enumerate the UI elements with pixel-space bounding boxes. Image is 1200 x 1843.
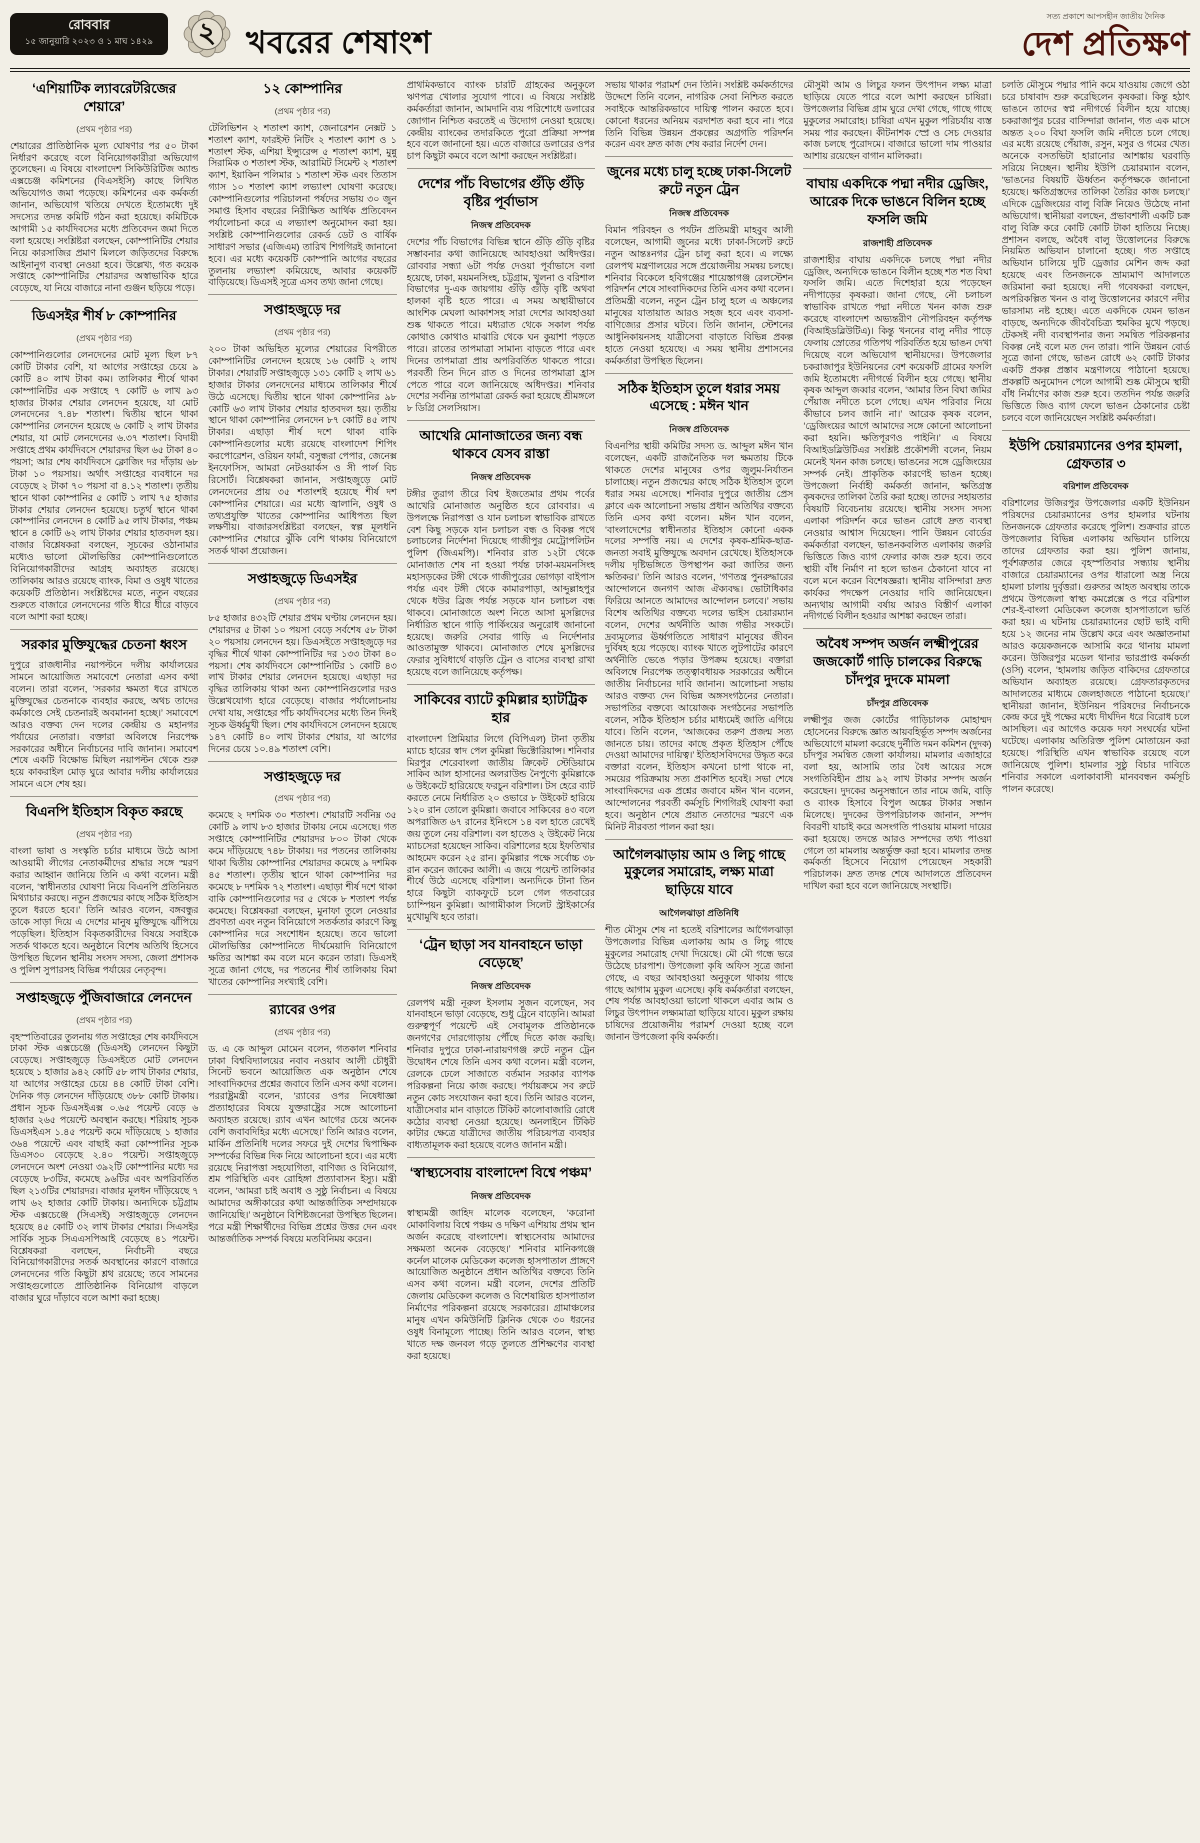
column-5 <box>803 80 991 1822</box>
article-headline: সপ্তাহজুড়ে ডিএসইর <box>208 563 396 590</box>
article-body: বাংলাদেশ প্রিমিয়ার লিগে (বিপিএল) টানা তৃতীয় ম্যাচে হারের স্বাদ পেল কুমিল্লা ভিক্টোরিয়ান্স। শনিবার মিরপুর শেরেবাংলা জাতীয় ক্রিকেট স্টেডিয়ামে সাকিব আল হাসানের অলরাউন্ড নৈপুণ্যে কুমিল্লাকে ৬ উইকেটে হারিয়েছে ফরচুন বরিশাল। টস হেরে ব্যাট করতে নেমে নির্ধারিত ২০ ওভারে ৮ উইকেট হারিয়ে ১২০ রান তোলে কুমিল্লা। জবাবে সাকিবের ৪৩ বলে অপরাজিত ৬৭ রানের ইনিংসে ১৪ বল হাতে রেখেই জয় তুলে নেয় বরিশাল। বল হাতেও ২ উইকেট নিয়ে ম্যাচসেরা হয়েছেন সাকিব। বরিশালের হয়ে ইফতিখার আহমেদ করেন ২৫ রান। কুমিল্লার পক্ষে সর্বোচ্চ ৩৮ রান করেন জাকের আলী। এ জয়ে পয়েন্ট তালিকার শীর্ষে উঠে এসেছে বরিশাল। অন্যদিকে টানা তিন হারে কিছুটা ব্যাকফুটে চলে গেল গতবারের চ্যাম্পিয়ন কুমিল্লা। আগামীকাল সিলেট স্ট্রাইকার্সের মুখোমুখি হবে তারা। <box>406 733 595 923</box>
article-body: সভায় থাকার পরামর্শ দেন তিনি। সংশ্লিষ্ট কর্মকর্তাদের উদ্দেশে তিনি বলেন, নাগরিক সেবা নিশ্চিত করতে সবাইকে আন্তরিকভাবে দায়িত্ব পালন করতে হবে। কোনো ধরনের অনিয়ম বরদাশত করা হবে না। পরে তিনি বিভিন্ন উন্নয়ন প্রকল্পের অগ্রগতি পরিদর্শন করেন এবং দ্রুত কাজ শেষ করার নির্দেশ দেন। <box>604 80 794 150</box>
article-body: শেয়ারের প্রাতিষ্ঠানিক মূল্য ঘোষণার পর ৫০ টাকা নির্ধারণ করেছে বলে বিনিয়োগকারীরা অভিযোগ তুলেছেন। এ বিষয়ে বাংলাদেশ সিকিউরিটিজ অ্যান্ড এক্সচেঞ্জ কমিশনের (বিএসইসি) কাছে লিখিত অভিযোগও জমা পড়েছে। কমিশনের এক কর্মকর্তা জানান, অভিযোগ খতিয়ে দেখতে ইতোমধ্যে দুই সদস্যের তদন্ত কমিটি গঠন করা হয়েছে। কমিটিকে আগামী ১৫ কার্যদিবসের মধ্যে প্রতিবেদন জমা দিতে বলা হয়েছে। সংশ্লিষ্টরা বলছেন, কোম্পানিটির শেয়ার নিয়ে কারসাজির প্রমাণ মিললে জড়িতদের বিরুদ্ধে আইনানুগ ব্যবস্থা নেওয়া হবে। উল্লেখ্য, গত কয়েক সপ্তাহে কোম্পানিটির শেয়ারদর অস্বাভাবিক হারে বেড়েছে, যা নিয়ে বাজারে নানা গুঞ্জন ছড়িয়ে পড়ে। <box>10 140 199 294</box>
article-body: বিমান পরিবহন ও পর্যটন প্রতিমন্ত্রী মাহবুব আলী বলেছেন, আগামী জুনের মধ্যে ঢাকা-সিলেট রুটে নতুন আন্তঃনগর ট্রেন চালু করা হবে। এ লক্ষ্যে রেলপথ মন্ত্রণালয়ের সঙ্গে প্রয়োজনীয় সমন্বয় চলছে। শনিবার বিকেলে হবিগঞ্জের শায়েস্তাগঞ্জ রেলস্টেশন পরিদর্শন শেষে সাংবাদিকদের তিনি এসব কথা বলেন। প্রতিমন্ত্রী বলেন, নতুন ট্রেন চালু হলে এ অঞ্চলের মানুষের যাতায়াত আরও সহজ হবে এবং ব্যবসা-বাণিজ্যের প্রসার ঘটবে। তিনি জানান, স্টেশনের আধুনিকায়নসহ যাত্রীসেবা বাড়াতে বিভিন্ন প্রকল্প হাতে নেওয়া হয়েছে। এ সময় স্থানীয় প্রশাসনের কর্মকর্তারা উপস্থিত ছিলেন। <box>604 224 794 366</box>
article-body: বৃহস্পতিবারের তুলনায় গত সপ্তাহের শেষ কার্যদিবসে ঢাকা স্টক এক্সচেঞ্জে (ডিএসই) লেনদেন কিছুটা বেড়েছে। সপ্তাহজুড়ে ডিএসইতে মোট লেনদেন হয়েছে ১ হাজার ৯৪২ কোটি ৫৮ লাখ টাকার শেয়ার, যা আগের সপ্তাহের চেয়ে ৪৪ কোটি টাকা বেশি। দৈনিক গড় লেনদেন দাঁড়িয়েছে ৩৮৮ কোটি টাকায়। প্রধান সূচক ডিএসইএক্স ০.৬৫ পয়েন্ট বেড়ে ৬ হাজার ২৬৫ পয়েন্টে অবস্থান করছে। শরিয়াহ সূচক ডিএসইএস ১.৪৫ পয়েন্ট কমে দাঁড়িয়েছে ১ হাজার ৩৬৪ পয়েন্টে এবং বাছাই করা কোম্পানির সূচক ডিএস৩০ বেড়েছে ২.৪০ পয়েন্ট। সপ্তাহজুড়ে লেনদেনে অংশ নেওয়া ৩৯২টি কোম্পানির মধ্যে দর বেড়েছে ৮৩টির, কমেছে ৯৬টির এবং অপরিবর্তিত ছিল ২১৩টির শেয়ারদর। বাজার মূলধন দাঁড়িয়েছে ৭ লাখ ৬২ হাজার কোটি টাকায়। অন্যদিকে চট্টগ্রাম স্টক এক্সচেঞ্জে (সিএসই) সপ্তাহজুড়ে লেনদেন হয়েছে ৪৫ কোটি ৩২ লাখ টাকার শেয়ার। সিএসইর সার্বিক সূচক সিএএসপিআই বেড়েছে ৪১ পয়েন্ট। বিশ্লেষকরা বলছেন, নির্বাচনী বছরে বিনিয়োগকারীদের সতর্ক অবস্থানের কারণে বাজারে লেনদেনের গতি কিছুটা শ্লথ রয়েছে; তবে সামনের সপ্তাহগুলোতে প্রাতিষ্ঠানিক বিনিয়োগ বাড়লে বাজার ঘুরে দাঁড়াবে বলে আশা করা হচ্ছে। <box>10 1031 199 1304</box>
masthead-name: দেশ প্রতিক্ষণ <box>1021 25 1190 62</box>
date-box <box>10 13 168 55</box>
article-headline: সঠিক ইতিহাস তুলে ধরার সময় এসেছে : মঈন খান <box>605 373 793 418</box>
article-byline: রাজশাহী প্রতিবেদক <box>862 237 932 248</box>
article-headline: অবৈধ সম্পদ অর্জন লক্ষ্মীপুরের জজকোর্ট গাড়ি চালকের বিরুদ্ধে চাঁদপুর দুদকে মামলা <box>803 628 991 690</box>
weekday: রোববার <box>68 16 110 32</box>
article-headline: ইউপি চেয়ারম্যানের ওপর হামলা, গ্রেফতার ৩ <box>1002 430 1190 475</box>
article-headline: সপ্তাহজুড়ে পুঁজিবাজারে লেনদেন <box>10 982 198 1009</box>
page-header <box>10 6 1190 72</box>
article-headline: বিএনপি ইতিহাস বিকৃত করছে <box>10 796 198 823</box>
article-subhead: (প্রথম পৃষ্ঠার পর) <box>274 105 331 116</box>
article-subhead: (প্রথম পৃষ্ঠার পর) <box>274 327 331 338</box>
article-headline: সরকার মুক্তিযুদ্ধের চেতনা ধ্বংস <box>10 629 198 656</box>
article-body: রাজশাহীর বাঘায় একদিকে চলছে পদ্মা নদীর ড্রেজিং, অন্যদিকে ভাঙনে বিলীন হচ্ছে শত শত বিঘা ফসলি জমি। এতে দিশেহারা হয়ে পড়েছেন নদীপাড়ের কৃষকরা। জানা গেছে, নৌ চলাচল স্বাভাবিক রাখতে পদ্মা নদীতে খনন কাজ শুরু করেছে বাংলাদেশ অভ্যন্তরীণ নৌপরিবহন কর্তৃপক্ষ (বিআইডব্লিউটিএ)। কিন্তু খননের বালু নদীর পাড়ে ফেলায় স্রোতের গতিপথ পরিবর্তিত হয়ে ভাঙন দেখা দিয়েছে বলে অভিযোগ স্থানীয়দের। উপজেলার চকরাজাপুর ইউনিয়নের বেশ কয়েকটি গ্রামের ফসলি জমি ইতোমধ্যে নদীগর্ভে বিলীন হয়ে গেছে। স্থানীয় কৃষক আব্দুল জব্বার বলেন, ‘আমার তিন বিঘা জমির পেঁয়াজ নদীতে চলে গেছে। এখন পরিবার নিয়ে কীভাবে চলব জানি না।’ আরেক কৃষক বলেন, ‘ড্রেজিংয়ের আগে আমাদের সঙ্গে কোনো আলোচনা করা হয়নি। ক্ষতিপূরণও পাইনি।’ এ বিষয়ে বিআইডব্লিউটিএর সংশ্লিষ্ট প্রকৌশলী বলেন, নিয়ম মেনেই খনন কাজ চলছে। ভাঙনের সঙ্গে ড্রেজিংয়ের সম্পর্ক নেই। প্রাকৃতিক কারণেই ভাঙন হচ্ছে। উপজেলা নির্বাহী কর্মকর্তা জানান, ক্ষতিগ্রস্ত কৃষকদের তালিকা তৈরি করা হচ্ছে। তাদের সহায়তার বিষয়টি বিবেচনায় রয়েছে। স্থানীয় সংসদ সদস্য এলাকা পরিদর্শন করে ভাঙন রোধে দ্রুত ব্যবস্থা নেওয়ার আশ্বাস দিয়েছেন। পানি উন্নয়ন বোর্ডের কর্মকর্তারা বলছেন, ভাঙনকবলিত এলাকায় জরুরি ভিত্তিতে জিও ব্যাগ ফেলার কাজ শুরু হবে। তবে স্থায়ী বাঁধ নির্মাণ না হলে ভাঙন ঠেকানো যাবে না বলে মনে করেন বিশেষজ্ঞরা। স্থানীয় বাসিন্দারা দ্রুত কার্যকর পদক্ষেপ নেওয়ার দাবি জানিয়েছেন। অন্যথায় আগামী বর্ষায় আরও বিস্তীর্ণ এলাকা নদীগর্ভে বিলীন হওয়ার আশঙ্কা করছেন তারা। <box>803 254 992 622</box>
article-byline: আগৈলঝাড়া প্রতিনিধি <box>659 908 739 919</box>
article-headline: দেশের পাঁচ বিভাগের গুঁড়ি গুঁড়ি বৃষ্টির পূর্বাভাস <box>407 168 595 213</box>
article-headline: ১২ কোম্পানির <box>262 81 342 96</box>
article-body: বাংলা ভাষা ও সংস্কৃতি চর্চার মাধ্যমে উঠে আসা আওয়ামী লীগের নেতাকর্মীদের শ্রদ্ধার সঙ্গে স্মরণ করার আহ্বান জানিয়ে তিনি এ কথা বলেন। মন্ত্রী বলেন, ‘স্বাধীনতার ঘোষণা নিয়ে বিএনপি প্রতিনিয়ত মিথ্যাচার করছে। নতুন প্রজন্মের কাছে সঠিক ইতিহাস তুলে ধরতে হবে।’ তিনি আরও বলেন, বঙ্গবন্ধুর ডাকে সাড়া দিয়ে এ দেশের মানুষ মুক্তিযুদ্ধে ঝাঁপিয়ে পড়েছিল। ইতিহাস বিকৃতকারীদের বিষয়ে সবাইকে সতর্ক থাকতে হবে। অনুষ্ঠানে বিশেষ অতিথি হিসেবে উপস্থিত ছিলেন স্থানীয় সংসদ সদস্য, জেলা প্রশাসক ও পুলিশ সুপারসহ বিভিন্ন পর্যায়ের নেতৃবৃন্দ। <box>10 845 199 975</box>
article-byline: নিজস্ব প্রতিবেদক <box>470 980 531 991</box>
article-headline: জুনের মধ্যে চালু হচ্ছে ঢাকা-সিলেট রুটে নতুন ট্রেন <box>605 156 793 201</box>
article-subhead: (প্রথম পৃষ্ঠার পর) <box>76 333 133 344</box>
article-body: মৌসুমী আম ও লিচুর ফলন উৎপাদন লক্ষ্য মাত্রা ছাড়িয়ে যেতে পারে বলে আশা করছেন চাষিরা। উপজেলার বিভিন্ন গ্রাম ঘুরে দেখা গেছে, গাছে গাছে মুকুলের সমারোহ। চাষিরা এখন মুকুল পরিচর্যায় ব্যস্ত সময় পার করছেন। কীটনাশক স্প্রে ও সেচ দেওয়ার কাজ চলছে পুরোদমে। বাজারে ভালো দাম পাওয়ার আশায় রয়েছেন বাগান মালিকরা। <box>803 80 992 162</box>
article-subhead: (প্রথম পৃষ্ঠার পর) <box>274 1026 331 1037</box>
article-body: টেলিভিশন ২ শতাংশ ক্যাশ, জেনারেশন নেক্সট ১ শতাংশ ক্যাশ, ফারইস্ট নিটিং ২ শতাংশ ক্যাশ ও ১ শতাংশ স্টক, এশিয়া ইন্স্যুরেন্স ৫ শতাংশ ক্যাশ, মুন্নু সিরামিক ৩ শতাংশ স্টক, আরামিট সিমেন্ট ২ শতাংশ ক্যাশ, ইয়াকিন পলিমার ১ শতাংশ স্টক এবং তিতাস গ্যাস ১০ শতাংশ ক্যাশ লভ্যাংশ ঘোষণা করেছে। কোম্পানিগুলোর পরিচালনা পর্ষদের সভায় ৩০ জুন সমাপ্ত হিসাব বছরের নিরীক্ষিত আর্থিক প্রতিবেদন পর্যালোচনা করে এ লভ্যাংশ অনুমোদন করা হয়। সংশ্লিষ্ট কোম্পানিগুলোর রেকর্ড ডেট ও বার্ষিক সাধারণ সভার (এজিএম) তারিখ শিগগিরই জানানো হবে। এর মধ্যে কয়েকটি কোম্পানি আগের বছরের তুলনায় লভ্যাংশ কমিয়েছে, আবার কয়েকটি বাড়িয়েছে। ডিএসই সূত্রে এসব তথ্য জানা গেছে। <box>208 122 397 288</box>
article-headline: ‘এশিয়াটিক ল্যাবরেটরিজের শেয়ারে’ <box>32 81 177 114</box>
column-4 <box>605 80 793 1822</box>
page-number-ornament <box>182 9 232 59</box>
article-headline: ‘স্বাস্থ্যসেবায় বাংলাদেশ বিশ্বে পঞ্চম’ <box>407 1157 595 1184</box>
article-byline: বরিশাল প্রতিবেদক <box>1063 481 1129 492</box>
article-byline: চাঁদপুর প্রতিবেদক <box>866 697 929 708</box>
article-subhead: (প্রথম পৃষ্ঠার পর) <box>274 793 331 804</box>
article-headline: ‘ট্রেন ছাড়া সব যানবাহনে ভাড়া বেড়েছে’ <box>407 929 595 974</box>
article-body: ৮৫ হাজার ৪৩২টি শেয়ার প্রথম ঘণ্টায় লেনদেন হয়। শেয়ারদর ৫ টাকা ১০ পয়সা বেড়ে সর্বশেষ ৫৮ টাকা ২০ পয়সায় লেনদেন হয়। ডিএসইতে সপ্তাহজুড়ে দর বৃদ্ধির শীর্ষে থাকা কোম্পানিটির দর ১৩৩ টাকা ৪০ পয়সা। শেষ কার্যদিবসে কোম্পানিটির ১ কোটি ৪৩ লাখ টাকার শেয়ার লেনদেন হয়েছে। এছাড়া দর বৃদ্ধির তালিকায় থাকা অন্য কোম্পানিগুলোর দরও উল্লেখযোগ্য হারে বেড়েছে। বাজার পর্যালোচনায় দেখা যায়, সপ্তাহের পাঁচ কার্যদিবসের মধ্যে তিন দিনই সূচক ঊর্ধ্বমুখী ছিল। শেষ কার্যদিবসে লেনদেন হয়েছে ১৪৭ কোটি ৪০ লাখ টাকার শেয়ার, যা আগের দিনের চেয়ে ১০.৪৯ শতাংশ বেশি। <box>208 612 397 754</box>
article-byline: নিজস্ব প্রতিবেদক <box>470 471 531 482</box>
article-subhead: (প্রথম পৃষ্ঠার পর) <box>76 828 133 839</box>
article-body: ২০০ টাকা অভিহিত মূল্যের শেয়ারের বিপরীতে কোম্পানিটির লেনদেন হয়েছে ১৬ কোটি ২ লাখ টাকার। শেয়ারটি সপ্তাহজুড়ে ১৩১ কোটি ২ লাখ ৬১ হাজার টাকার লেনদেনের মাধ্যমে তালিকার শীর্ষে উঠে এসেছে। দ্বিতীয় স্থানে থাকা কোম্পানির ৯৮ কোটি ৬৩ লাখ টাকার শেয়ার হাতবদল হয়। তৃতীয় স্থানে থাকা কোম্পানির লেনদেন ৮৭ কোটি ৪৫ লাখ টাকার। এছাড়া শীর্ষ দশে থাকা বাকি কোম্পানিগুলোর মধ্যে রয়েছে বাংলাদেশ শিপিং করপোরেশন, ওরিয়ন ফার্মা, বসুন্ধরা পেপার, জেনেক্স ইনফোসিস, আমরা নেটওয়ার্কস ও সী পার্ল বিচ রিসোর্ট। বিশ্লেষকরা জানান, সপ্তাহজুড়ে মোট লেনদেনের প্রায় ৩৫ শতাংশই হয়েছে শীর্ষ দশ কোম্পানির শেয়ারে। এর মধ্যে জ্বালানি, ওষুধ ও তথ্যপ্রযুক্তি খাতের কোম্পানির আধিপত্য ছিল লক্ষণীয়। বাজারসংশ্লিষ্টরা বলছেন, স্বল্প মূলধনি কোম্পানির শেয়ারে ঝুঁকি বেশি থাকায় বিনিয়োগে সতর্ক থাকা প্রয়োজন। <box>208 344 397 557</box>
article-headline: আখেরি মোনাজাতের জন্য বন্ধ থাকবে যেসব রাস্তা <box>407 420 595 465</box>
article-headline: ডিএসইর শীর্ষ ৮ কোম্পানির <box>10 300 198 327</box>
article-body: শীত মৌসুম শেষ না হতেই বরিশালের আগৈলঝাড়া উপজেলার বিভিন্ন এলাকায় আম ও লিচু গাছে মুকুলের সমারোহ দেখা দিয়েছে। মৌ মৌ গন্ধে ভরে উঠেছে চারপাশ। উপজেলা কৃষি অফিস সূত্রে জানা গেছে, এ বছর আবহাওয়া অনুকূলে থাকায় গাছে গাছে আগাম মুকুল এসেছে। কৃষি কর্মকর্তারা বলছেন, শেষ পর্যন্ত আবহাওয়া ভালো থাকলে এবার আম ও লিচুর উৎপাদন লক্ষ্যমাত্রা ছাড়িয়ে যাবে। মুকুল রক্ষায় চাষিদের প্রয়োজনীয় পরামর্শ দেওয়া হচ্ছে বলে জানান উপজেলা কৃষি কর্মকর্তা। <box>604 925 794 1043</box>
article-byline: নিজস্ব প্রতিবেদক <box>669 207 729 218</box>
article-body: স্বাস্থ্যমন্ত্রী জাহিদ মালেক বলেছেন, ‘করোনা মোকাবিলায় বিশ্বে পঞ্চম ও দক্ষিণ এশিয়ায় প্রথম স্থান অর্জন করেছে বাংলাদেশ। স্বাস্থ্যসেবায় আমাদের সক্ষমতা অনেক বেড়েছে।’ শনিবার মানিকগঞ্জে কর্নেল মালেক মেডিকেল কলেজ হাসপাতাল প্রাঙ্গণে আয়োজিত অনুষ্ঠানে প্রধান অতিথির বক্তব্যে তিনি এসব কথা বলেন। মন্ত্রী বলেন, দেশের প্রতিটি জেলায় মেডিকেল কলেজ ও বিশেষায়িত হাসপাতাল নির্মাণের পরিকল্পনা রয়েছে সরকারের। গ্রামাঞ্চলের মানুষ এখন কমিউনিটি ক্লিনিক থেকে ৩০ ধরনের ওষুধ বিনামূল্যে পাচ্ছে। তিনি আরও বলেন, স্বাস্থ্য খাতে দক্ষ জনবল গড়ে তুলতে প্রশিক্ষণের ব্যবস্থা করা হয়েছে। <box>406 1207 595 1361</box>
article-body: লক্ষ্মীপুর জজ কোর্টের গাড়িচালক মোহাম্মদ হোসেনের বিরুদ্ধে জ্ঞাত আয়বহির্ভূত সম্পদ অর্জনের অভিযোগে মামলা করেছে দুর্নীতি দমন কমিশন (দুদক) চাঁদপুর সমন্বিত জেলা কার্যালয়। মামলার এজাহারে বলা হয়, আসামি তার বৈধ আয়ের সঙ্গে সংগতিবিহীন প্রায় ৯২ লাখ টাকার সম্পদ অর্জন করেছেন। দুদকের অনুসন্ধানে তার নামে জমি, বাড়ি ও ব্যাংক হিসাবে বিপুল অঙ্কের টাকার সন্ধান মিলেছে। দুদকের উপপরিচালক জানান, সম্পদ বিবরণী যাচাই করে অসংগতি পাওয়ায় মামলা দায়ের করা হয়েছে। তদন্তে আরও সম্পদের তথ্য পাওয়া গেলে তা মামলায় অন্তর্ভুক্ত করা হবে। মামলার তদন্ত কর্মকর্তা হিসেবে নিয়োগ পেয়েছেন সহকারী পরিচালক। দ্রুত তদন্ত শেষে আদালতে প্রতিবেদন দাখিল করা হবে বলে জানিয়েছে সংস্থাটি। <box>803 714 992 892</box>
article-headline: আগৈলঝাড়ায় আম ও লিচু গাছে মুকুলের সমারোহ, লক্ষ্য মাত্রা ছাড়িয়ে যাবে <box>605 839 793 901</box>
masthead-tagline: সত্য প্রকাশে আপসহীন জাতীয় দৈনিক <box>1046 12 1165 21</box>
article-subhead: (প্রথম পৃষ্ঠার পর) <box>76 123 133 134</box>
page-number: ২ <box>197 16 217 48</box>
article-headline: র‍্যাবের ওপর <box>208 994 396 1021</box>
article-body: টঙ্গীর তুরাগ তীরে বিশ্ব ইজতেমার প্রথম পর্বের আখেরি মোনাজাত অনুষ্ঠিত হবে রোববার। এ উপলক্ষে নিরাপত্তা ও যান চলাচল স্বাভাবিক রাখতে বেশ কিছু সড়কে যান চলাচল বন্ধ ও বিকল্প পথে চলাচলের নির্দেশনা দিয়েছে গাজীপুর মেট্রোপলিটন পুলিশ (জিএমপি)। শনিবার রাত ১২টা থেকে মোনাজাত শেষ না হওয়া পর্যন্ত ঢাকা-ময়মনসিংহ মহাসড়কের টঙ্গী থেকে গাজীপুরের ভোগড়া বাইপাস পর্যন্ত এবং টঙ্গী থেকে কামারপাড়া, আব্দুল্লাহপুর থেকে ধউর ব্রিজ পর্যন্ত সড়কে যান চলাচল বন্ধ থাকবে। মোনাজাতে অংশ নিতে আসা মুসল্লিদের নির্ধারিত স্থানে গাড়ি পার্কিংয়ের অনুরোধ জানানো হয়েছে। জরুরি সেবার গাড়ি এ নির্দেশনার আওতামুক্ত থাকবে। মোনাজাত শেষে মুসল্লিদের ফেরার সুবিধার্থে বাড়তি ট্রেন ও বাসের ব্যবস্থা রাখা হয়েছে বলে জানিয়েছে কর্তৃপক্ষ। <box>406 488 595 678</box>
article-body: কোম্পানিগুলোর লেনদেনের মোট মূল্য ছিল ৮৭ কোটি টাকার বেশি, যা আগের সপ্তাহের চেয়ে ৯ কোটি ৪০ লাখ টাকা কম। তালিকার শীর্ষে থাকা কোম্পানিটির এক সপ্তাহে ৭ কোটি ৬ লাখ ৯৩ হাজার টাকার শেয়ার লেনদেন হয়েছে, যা মোট লেনদেনের ৭.৪৮ শতাংশ। দ্বিতীয় স্থানে থাকা কোম্পানির লেনদেন হয়েছে ৬ কোটি ২ লাখ টাকার শেয়ার, যা মোট লেনদেনের ৬.৩৭ শতাংশ। বিদায়ী সপ্তাহে প্রথম কার্যদিবসে শেয়ারদর ছিল ৬৫ টাকা ৪০ পয়সা; আর শেষ কার্যদিবসে ক্লোজিং দর দাঁড়ায় ৬৮ টাকা ১০ পয়সায়। অর্থাৎ সপ্তাহের ব্যবধানে দর বেড়েছে ২ টাকা ৭০ পয়সা বা ৪.১২ শতাংশ। তৃতীয় স্থানে থাকা কোম্পানির ৫ কোটি ১ লাখ ৭৫ হাজার টাকার শেয়ার লেনদেন হয়েছে। চতুর্থ স্থানে থাকা কোম্পানির লেনদেন ৪ কোটি ৯৫ লাখ টাকার, পঞ্চম স্থানে ৪ কোটি ৬২ লাখ টাকার শেয়ার হাতবদল হয়। বাজার বিশ্লেষকরা বলছেন, সূচকের ওঠানামার মধ্যেও ভালো মৌলভিত্তির কোম্পানিগুলোতে বিনিয়োগকারীদের আগ্রহ অব্যাহত রয়েছে। তালিকায় আরও রয়েছে ব্যাংক, বিমা ও ওষুধ খাতের কয়েকটি প্রতিষ্ঠান। সংশ্লিষ্টদের মতে, নতুন বছরের শুরুতে বাজারে লেনদেনের গতি ধীরে ধীরে বাড়বে বলে আশা করা হচ্ছে। <box>10 350 199 622</box>
article-body: রেলপথ মন্ত্রী নূরুল ইসলাম সুজন বলেছেন, সব যানবাহনে ভাড়া বেড়েছে, শুধু ট্রেনে বাড়েনি। আমরা গুরুত্বপূর্ণ পয়েন্টে এই সেবামূলক প্রতিষ্ঠানকে জনগণের দোরগোড়ায় পৌঁছে দিতে কাজ করছি। শনিবার দুপুরে ঢাকা-নারায়ণগঞ্জ রুটে নতুন ট্রেন উদ্বোধন শেষে তিনি এসব কথা বলেন। মন্ত্রী বলেন, রেলকে ঢেলে সাজাতে বর্তমান সরকার ব্যাপক পরিকল্পনা নিয়ে কাজ করছে। পর্যায়ক্রমে সব রুটে নতুন কোচ সংযোজন করা হবে। তিনি আরও বলেন, যাত্রীসেবার মান বাড়াতে টিকিট কালোবাজারি রোধে কঠোর ব্যবস্থা নেওয়া হয়েছে। অনলাইনে টিকিট কাটার ক্ষেত্রে যাত্রীদের জাতীয় পরিচয়পত্র ব্যবহার বাধ্যতামূলক করা হয়েছে বলেও জানান মন্ত্রী। <box>406 997 595 1151</box>
article-subhead: (প্রথম পৃষ্ঠার পর) <box>274 595 331 606</box>
article-headline: সপ্তাহজুড়ে দর <box>208 294 396 321</box>
article-subhead: (প্রথম পৃষ্ঠার পর) <box>76 1014 133 1025</box>
article-body: বিএনপির স্থায়ী কমিটির সদস্য ড. আব্দুল মঈন খান বলেছেন, একটি রাজনৈতিক দল ক্ষমতায় টিকে থাকতে দেশের মানুষের ওপর জুলুম-নির্যাতন চালাচ্ছে। নতুন প্রজন্মের কাছে সঠিক ইতিহাস তুলে ধরার সময় এসেছে। শনিবার দুপুরে জাতীয় প্রেস ক্লাবে এক আলোচনা সভায় প্রধান অতিথির বক্তব্যে তিনি এসব কথা বলেন। মঈন খান বলেন, ‘বাংলাদেশের স্বাধীনতার ইতিহাস কোনো একক দলের সম্পত্তি নয়। এ দেশের কৃষক-শ্রমিক-ছাত্র-জনতা সবাই মুক্তিযুদ্ধে অবদান রেখেছে। ইতিহাসকে দলীয় দৃষ্টিভঙ্গিতে উপস্থাপন করা জাতির জন্য ক্ষতিকর।’ তিনি আরও বলেন, ‘গণতন্ত্র পুনরুদ্ধারের আন্দোলনে জনগণ আজ ঐক্যবদ্ধ। ভোটাধিকার ফিরিয়ে আনতে আমাদের আন্দোলন চলবে।’ সভায় বিশেষ অতিথির বক্তব্যে দলের ভাইস চেয়ারম্যান বলেন, দেশের অর্থনীতি আজ গভীর সংকটে। দ্রব্যমূল্যের ঊর্ধ্বগতিতে সাধারণ মানুষের জীবন দুর্বিষহ হয়ে পড়েছে। ব্যাংক খাতে লুটপাটের কারণে অর্থনীতি ভেঙে পড়ার উপক্রম হয়েছে। বক্তারা অবিলম্বে নিরপেক্ষ তত্ত্বাবধায়ক সরকারের অধীনে জাতীয় নির্বাচনের দাবি জানান। আলোচনা সভায় আরও বক্তব্য দেন বিভিন্ন অঙ্গসংগঠনের নেতারা। সভাপতির বক্তব্যে আয়োজক সংগঠনের সভাপতি বলেন, সঠিক ইতিহাস চর্চার মাধ্যমেই জাতি এগিয়ে যাবে। তিনি বলেন, ‘আজকের তরুণ প্রজন্ম সত্য জানতে চায়। তাদের কাছে প্রকৃত ইতিহাস পৌঁছে দেওয়া আমাদের দায়িত্ব।’ ইতিহাসবিদদের উদ্ধৃত করে বক্তারা বলেন, ইতিহাস কখনো চাপা থাকে না, সময়ের পরিক্রমায় সত্য প্রকাশিত হবেই। সভা শেষে সাংবাদিকদের এক প্রশ্নের জবাবে মঈন খান বলেন, আন্দোলনের পরবর্তী কর্মসূচি শিগগিরই ঘোষণা করা হবে। অনুষ্ঠান শেষে প্রয়াত নেতাদের স্মরণে এক মিনিট নীরবতা পালন করা হয়। <box>604 441 794 832</box>
column-2 <box>208 80 396 1822</box>
article-body: দেশের পাঁচ বিভাগের বিভিন্ন স্থানে গুঁড়ি গুঁড়ি বৃষ্টির সম্ভাবনার কথা জানিয়েছে আবহাওয়া অধিদপ্তর। রোববার সন্ধ্যা ৬টা পর্যন্ত দেওয়া পূর্বাভাসে বলা হয়েছে, ঢাকা, ময়মনসিংহ, চট্টগ্রাম, খুলনা ও বরিশাল বিভাগের দু-এক জায়গায় গুঁড়ি গুঁড়ি বৃষ্টি অথবা হালকা বৃষ্টি হতে পারে। এ সময় অস্থায়ীভাবে আংশিক মেঘলা আকাশসহ সারা দেশের আবহাওয়া শুষ্ক থাকতে পারে। মধ্যরাত থেকে সকাল পর্যন্ত কোথাও কোথাও মাঝারি থেকে ঘন কুয়াশা পড়তে পারে। রাতের তাপমাত্রা সামান্য বাড়তে পারে এবং দিনের তাপমাত্রা প্রায় অপরিবর্তিত থাকতে পারে। পরবর্তী তিন দিনে রাত ও দিনের তাপমাত্রা হ্রাস পেতে পারে বলে জানিয়েছে অধিদপ্তর। শনিবার দেশের সর্বনিম্ন তাপমাত্রা রেকর্ড করা হয়েছে শ্রীমঙ্গলে ৮ ডিগ্রি সেলসিয়াস। <box>406 236 595 414</box>
article-byline: নিজস্ব প্রতিবেদক <box>470 1190 531 1201</box>
date-line: ১৫ জানুয়ারি ২০২৩ ও ১ মাঘ ১৪২৯ <box>24 36 154 47</box>
section-title: খবরের শেষাংশ <box>246 25 432 60</box>
article-byline: নিজস্ব প্রতিবেদক <box>470 219 531 230</box>
article-byline: নিজস্ব প্রতিবেদক <box>669 424 729 435</box>
column-1 <box>10 80 198 1822</box>
article-body: প্রাথমিকভাবে ব্যাংক চারটি গ্রাহকের অনুকূলে ঋণপত্র খোলার সুযোগ পাবে। এ বিষয়ে সংশ্লিষ্ট কর্মকর্তারা জানান, আমদানি ব্যয় পরিশোধে ডলারের জোগান নিশ্চিত করতেই এ উদ্যোগ নেওয়া হয়েছে। কেন্দ্রীয় ব্যাংকের তদারকিতে পুরো প্রক্রিয়া সম্পন্ন হবে বলে জানানো হয়। এতে বাজারে ডলারের ওপর চাপ কিছুটা কমবে বলে আশা করছেন সংশ্লিষ্টরা। <box>406 80 595 162</box>
column-3 <box>407 80 595 1822</box>
article-body: চলতি মৌসুমে পদ্মার পানি কমে যাওয়ায় জেগে ওঠা চরে চাষাবাদ শুরু করেছিলেন কৃষকরা। কিন্তু হঠাৎ ভাঙনে তাদের স্বপ্ন নদীগর্ভে বিলীন হয়ে যাচ্ছে। চকরাজাপুর চরের বাসিন্দারা জানান, গত এক মাসে অন্তত ২০০ বিঘা ফসলি জমি নদীতে চলে গেছে। এর মধ্যে রয়েছে পেঁয়াজ, রসুন, মসুর ও গমের খেত। অনেকে বসতভিটা হারানোর আশঙ্কায় ঘরবাড়ি সরিয়ে নিচ্ছেন। স্থানীয় ইউপি চেয়ারম্যান বলেন, ‘ভাঙনের বিষয়টি ঊর্ধ্বতন কর্তৃপক্ষকে জানানো হয়েছে। ক্ষতিগ্রস্তদের তালিকা তৈরির কাজ চলছে।’ এদিকে ড্রেজিংয়ের বালু বিক্রি নিয়েও উঠেছে নানা অভিযোগ। স্থানীয়রা বলছেন, প্রভাবশালী একটি চক্র বালু বিক্রি করে কোটি কোটি টাকা হাতিয়ে নিচ্ছে। প্রশাসন বলছে, অবৈধ বালু উত্তোলনের বিরুদ্ধে নিয়মিত অভিযান চালানো হচ্ছে। গত সপ্তাহে অভিযান চালিয়ে দুটি ড্রেজার মেশিন জব্দ করা হয়েছে এবং তিনজনকে ভ্রাম্যমাণ আদালতে জরিমানা করা হয়েছে। নদী গবেষকরা বলছেন, অপরিকল্পিত খনন ও বালু উত্তোলনের কারণে নদীর ভারসাম্য নষ্ট হচ্ছে। এতে একদিকে যেমন ভাঙন বাড়ছে, অন্যদিকে জীববৈচিত্র্য হুমকির মুখে পড়ছে। টেকসই নদী ব্যবস্থাপনার জন্য সমন্বিত পরিকল্পনার বিকল্প নেই বলে মত দেন তারা। পানি উন্নয়ন বোর্ড সূত্রে জানা গেছে, ভাঙন রোধে ৬২ কোটি টাকার একটি প্রকল্প প্রস্তাব মন্ত্রণালয়ে পাঠানো হয়েছে। প্রকল্পটি অনুমোদন পেলে আগামী শুষ্ক মৌসুমে স্থায়ী বাঁধ নির্মাণের কাজ শুরু হবে। ততদিন পর্যন্ত জরুরি ভিত্তিতে জিও ব্যাগ ফেলে ভাঙন ঠেকানোর চেষ্টা চলবে বলে জানিয়েছেন সংশ্লিষ্ট কর্মকর্তারা। <box>1001 80 1190 423</box>
column-6 <box>1002 80 1190 1822</box>
article-headline: সাকিবের ব্যাটে কুমিল্লার হ্যাটট্রিক হার <box>407 684 595 729</box>
article-headline: বাঘায় একদিকে পদ্মা নদীর ড্রেজিং, আরেক দিকে ভাঙনে বিলিন হচ্ছে ফসলি জমি <box>803 168 991 230</box>
article-body: দুপুরে রাজধানীর নয়াপল্টনে দলীয় কার্যালয়ের সামনে আয়োজিত সমাবেশে নেতারা এসব কথা বলেন। তারা বলেন, ‘সরকার ক্ষমতা ধরে রাখতে মুক্তিযুদ্ধের চেতনাকে ব্যবহার করছে, অথচ তাদের কর্মকাণ্ডে সেই চেতনারই অবমাননা হচ্ছে।’ সমাবেশে আরও বক্তব্য দেন দলের কেন্দ্রীয় ও মহানগর পর্যায়ের নেতারা। বক্তারা অবিলম্বে নিরপেক্ষ সরকারের অধীনে নির্বাচনের দাবি জানান। সমাবেশ শেষে একটি বিক্ষোভ মিছিল নয়াপল্টন থেকে শুরু হয়ে কাকরাইল মোড় ঘুরে আবার দলীয় কার্যালয়ের সামনে এসে শেষ হয়। <box>10 660 199 790</box>
article-body: কমেছে ২ দশমিক ৩০ শতাংশ। শেয়ারটি সর্বনিম্ন ৩৫ কোটি ৯ লাখ ৮৩ হাজার টাকায় নেমে এসেছে। গত সপ্তাহে কোম্পানিটির শেয়ারদর ৮০০ টাকা থেকে কমে দাঁড়িয়েছে ৭৪৮ টাকায়। দর পতনের তালিকায় থাকা দ্বিতীয় কোম্পানির শেয়ারদর কমেছে ৯ দশমিক ৪৫ শতাংশ। তৃতীয় স্থানে থাকা কোম্পানির দর কমেছে ৮ দশমিক ৭২ শতাংশ। এছাড়া শীর্ষ দশে থাকা বাকি কোম্পানিগুলোর দর ৫ থেকে ৮ শতাংশ পর্যন্ত কমেছে। বিশ্লেষকরা বলছেন, মুনাফা তুলে নেওয়ার প্রবণতা এবং নতুন বিনিয়োগে সতর্কতার কারণে কিছু কোম্পানির দরে সংশোধন হয়েছে। তবে ভালো মৌলভিত্তির কোম্পানিতে দীর্ঘমেয়াদি বিনিয়োগে ক্ষতির আশঙ্কা কম বলে মনে করেন তারা। ডিএসই সূত্রে জানা গেছে, দর পতনের শীর্ষ তালিকায় বিমা খাতের কোম্পানির সংখ্যাই বেশি। <box>208 810 397 987</box>
columns <box>10 80 1190 1822</box>
article-body: বরিশালের উজিরপুর উপজেলার একটি ইউনিয়ন পরিষদের চেয়ারম্যানের ওপর হামলার ঘটনায় তিনজনকে গ্রেফতার করেছে পুলিশ। শুক্রবার রাতে উপজেলার বিভিন্ন এলাকায় অভিযান চালিয়ে তাদের গ্রেফতার করা হয়। পুলিশ জানায়, পূর্বশত্রুতার জেরে বৃহস্পতিবার সন্ধ্যায় স্থানীয় বাজারে চেয়ারম্যানের ওপর ধারালো অস্ত্র নিয়ে হামলা চালায় দুর্বৃত্তরা। গুরুতর আহত অবস্থায় তাকে প্রথমে উপজেলা স্বাস্থ্য কমপ্লেক্সে ও পরে বরিশাল শের-ই-বাংলা মেডিকেল কলেজ হাসপাতালে ভর্তি করা হয়। এ ঘটনায় চেয়ারম্যানের ছোট ভাই বাদী হয়ে ১২ জনের নাম উল্লেখ করে এবং অজ্ঞাতনামা আরও কয়েকজনকে আসামি করে থানায় মামলা করেন। উজিরপুর মডেল থানার ভারপ্রাপ্ত কর্মকর্তা (ওসি) বলেন, ‘হামলায় জড়িত বাকিদের গ্রেফতারে অভিযান অব্যাহত রয়েছে। গ্রেফতারকৃতদের আদালতের মাধ্যমে জেলহাজতে পাঠানো হয়েছে।’ স্থানীয়রা জানান, ইউনিয়ন পরিষদের নির্বাচনকে কেন্দ্র করে দুই পক্ষের মধ্যে দীর্ঘদিন ধরে বিরোধ চলে আসছিল। এর আগেও কয়েক দফা সংঘর্ষের ঘটনা ঘটেছে। এলাকায় অতিরিক্ত পুলিশ মোতায়েন করা হয়েছে। পরিস্থিতি এখন স্বাভাবিক রয়েছে বলে জানিয়েছে পুলিশ। হামলার সুষ্ঠু বিচার দাবিতে শনিবার সকালে এলাকাবাসী মানববন্ধন কর্মসূচি পালন করেছে। <box>1001 498 1190 794</box>
article-headline: সপ্তাহজুড়ে দর <box>208 761 396 788</box>
masthead <box>1022 11 1190 62</box>
article-body: ড. এ কে আব্দুল মোমেন বলেন, গতকাল শনিবার ঢাকা বিশ্ববিদ্যালয়ের নবাব নওয়াব আলী চৌধুরী সিনেট ভবনে আয়োজিত এক অনুষ্ঠান শেষে সাংবাদিকদের প্রশ্নের জবাবে তিনি এসব কথা বলেন। পররাষ্ট্রমন্ত্রী বলেন, ‘র‍্যাবের ওপর নিষেধাজ্ঞা প্রত্যাহারের বিষয়ে যুক্তরাষ্ট্রের সঙ্গে আলোচনা অব্যাহত রয়েছে। র‍্যাব এখন আগের চেয়ে অনেক বেশি জবাবদিহির মধ্যে এসেছে।’ তিনি আরও বলেন, মার্কিন প্রতিনিধি দলের সফরে দুই দেশের দ্বিপাক্ষিক সম্পর্কের বিভিন্ন দিক নিয়ে আলোচনা হবে। এর মধ্যে রয়েছে নিরাপত্তা সহযোগিতা, বাণিজ্য ও বিনিয়োগ, শ্রম পরিস্থিতি এবং রোহিঙ্গা প্রত্যাবাসন ইস্যু। মন্ত্রী বলেন, ‘আমরা চাই অবাধ ও সুষ্ঠু নির্বাচন। এ বিষয়ে আমাদের অঙ্গীকারের কথা আন্তর্জাতিক সম্প্রদায়কে জানিয়েছি।’ অনুষ্ঠানে বিশিষ্টজনেরা উপস্থিত ছিলেন। পরে মন্ত্রী শিক্ষার্থীদের বিভিন্ন প্রশ্নের উত্তর দেন এবং আন্তর্জাতিক সম্পর্ক বিষয়ে মতবিনিময় করেন। <box>208 1043 397 1244</box>
